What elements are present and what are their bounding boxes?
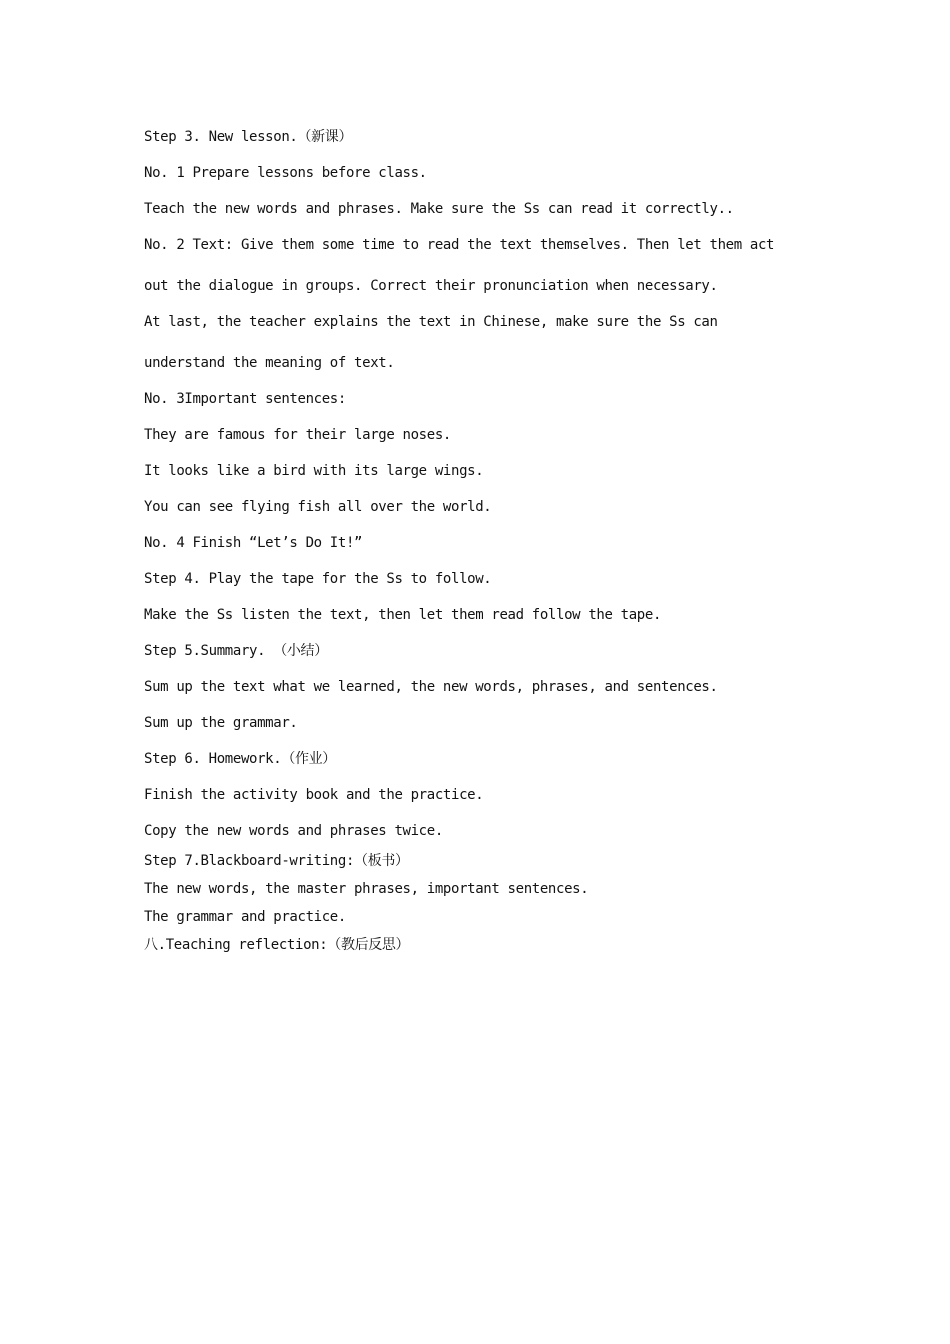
- blackboard-line-1: The new words, the master phrases, important sentences.: [144, 881, 589, 897]
- no-3-heading: No. 3Important sentences:: [144, 391, 346, 407]
- no-2-text-line: No. 2 Text: Give them some time to read the text themselves. Then let them act: [144, 237, 775, 253]
- at-last-line: At last, the teacher explains the text in Chinese, make sure the Ss can: [144, 314, 718, 330]
- sentence-2: It looks like a bird with its large wings.: [144, 463, 484, 479]
- dialogue-line: out the dialogue in groups. Correct their pronunciation when necessary.: [144, 278, 718, 294]
- no-1-item: No. 1 Prepare lessons before class.: [144, 165, 427, 181]
- step-3-heading: Step 3. New lesson.（新课）: [144, 129, 353, 145]
- step-6-heading: Step 6. Homework.（作业）: [144, 751, 336, 767]
- step-7-heading: Step 7.Blackboard-writing:（板书）: [144, 853, 409, 869]
- copy-words-line: Copy the new words and phrases twice.: [144, 823, 443, 839]
- step-5-heading: Step 5.Summary. （小结）: [144, 643, 328, 659]
- understand-line: understand the meaning of text.: [144, 355, 395, 371]
- sum-up-grammar-line: Sum up the grammar.: [144, 715, 298, 731]
- sentence-3: You can see flying fish all over the world.: [144, 499, 492, 515]
- sum-up-text-line: Sum up the text what we learned, the new words, phrases, and sentences.: [144, 679, 718, 695]
- blackboard-line-2: The grammar and practice.: [144, 909, 346, 925]
- sentence-1: They are famous for their large noses.: [144, 427, 451, 443]
- no-4-item: No. 4 Finish “Let’s Do It!”: [144, 535, 363, 551]
- teach-words-line: Teach the new words and phrases. Make sure the Ss can read it correctly..: [144, 201, 734, 217]
- step-4-heading: Step 4. Play the tape for the Ss to follow.: [144, 571, 492, 587]
- finish-activity-line: Finish the activity book and the practice.: [144, 787, 484, 803]
- listen-line: Make the Ss listen the text, then let them read follow the tape.: [144, 607, 662, 623]
- teaching-reflection-heading: 八.Teaching reflection:（教后反思）: [144, 937, 410, 953]
